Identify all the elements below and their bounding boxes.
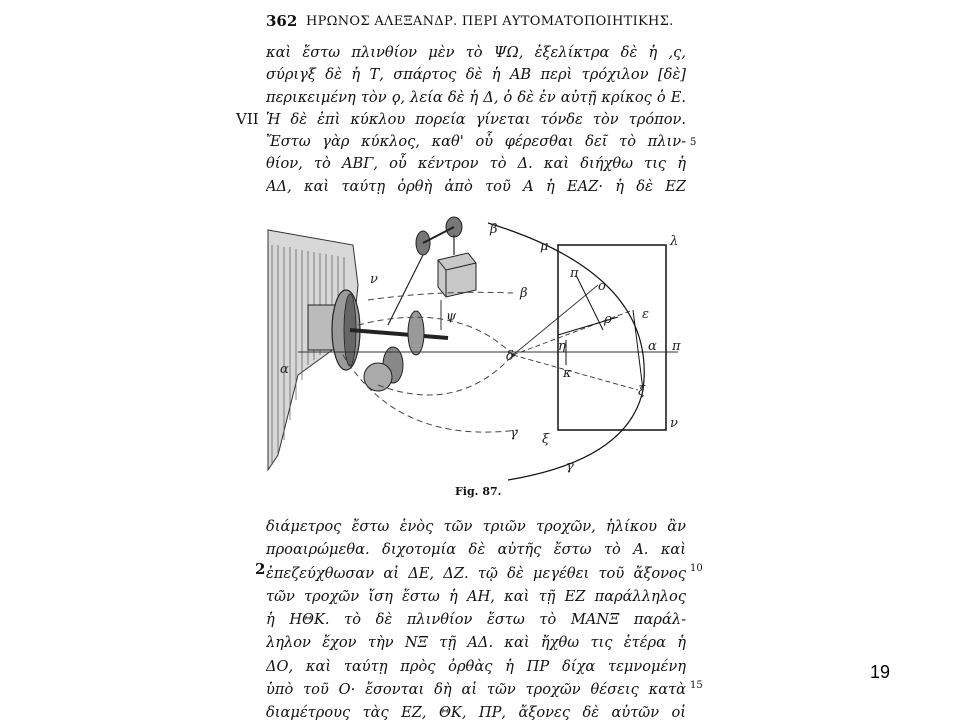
section-marker-2: 2 [255,560,266,578]
label-eta: η [558,339,566,354]
slide-number: 19 [870,662,891,682]
text-line: διαμέτρους τὰς ΕΖ, ΘΚ, ΠΡ, ἄξονες δὲ αὐτῶν οἱ [266,704,686,722]
label-pi-right: π [672,339,681,354]
label-mu: μ [540,239,549,254]
label-pi-top: π [570,266,579,281]
text-block-top [266,42,686,198]
label-lambda: λ [670,234,679,249]
label-psi: ψ [446,309,457,324]
line-number-15: 15 [690,680,703,691]
label-alpha: α [648,339,657,354]
path-arcs [343,292,518,432]
label-gamma-bottom: γ [566,459,574,474]
label-gamma-mid: γ [510,426,518,441]
label-beta-top: β [490,222,498,237]
text-line: ἐπεζεύχθωσαν αἱ ΔΕ, ΔΖ. τῷ δὲ μεγέθει τοῦ ἄξονος [266,564,686,582]
label-xi-small: ξ [638,384,646,399]
figure-caption: Fig. 87. [455,485,502,498]
text-line: Ἡ δὲ ἐπὶ κύκλου πορεία γίνεται τόνδε τὸν τρόπον. [266,110,686,128]
label-xi: ξ [542,432,550,447]
axle [350,330,448,338]
text-line: περικειμένη τὸν ϙ, λεία δὲ ἡ Δ, ὁ δὲ ἐν αὐτῇ κρίκος ὁ Ε. [266,88,686,106]
label-omicron: ο [598,279,606,294]
line-number-5: 5 [690,137,697,148]
page-number: 362 [266,12,298,30]
running-title: ΗΡΩΝΟΣ ΑΛΕΞΑΝΔΡ. ΠΕΡΙ ΑΥΤΟΜΑΤΟΠΟΙΗΤΙΚΗΣ. [306,14,674,29]
label-beta-mid: β [520,286,528,301]
label-alpha-left: α [280,362,289,377]
text-line: τῶν τροχῶν ἴση ἔστω ἡ ΑΗ, καὶ τῇ ΕΖ παράλληλος [266,587,686,605]
section-marker-vii: VII [236,110,259,128]
text-line: προαιρώμεθα. διχοτομία δὲ αὐτῆς ἔστω τὸ Α. καὶ [266,541,686,559]
label-epsilon: ε [642,307,649,322]
text-line: θίον, τὸ ΑΒΓ, οὗ κέντρον τὸ Δ. καὶ διήχθω τις ἡ [266,155,686,173]
text-line: ἡ ΗΘΚ. τὸ δὲ πλινθίον ἔστω τὸ ΜΑΝΞ παράλ- [266,611,686,629]
label-nu-right: ν [670,416,678,431]
text-line: διάμετρος ἔστω ἑνὸς τῶν τριῶν τροχῶν, ἡλίκου ἂν [266,518,686,535]
label-kappa: κ [563,366,572,381]
weight-block [438,253,476,297]
text-line: Ἔστω γὰρ κύκλος, καθ' οὗ φέρεσθαι δεῖ τὸ πλιν- [266,133,686,151]
line-number-10: 10 [690,563,703,574]
label-nu-left: ν [370,272,378,287]
text-line: καὶ ἔστω πλινθίον μὲν τὸ ΨΩ, ἐξελίκτρα δὲ ἡ ,ς, [266,44,686,61]
text-line: σύριγξ δὲ ἡ Τ, σπάρτος δὲ ἡ ΑΒ περὶ τρόχιλον [δὲ] [266,66,686,84]
label-delta: δ [506,349,514,364]
text-line: ΑΔ, καὶ ταύτῃ ὀρθὴ ἀπὸ τοῦ Α ἡ ΕΑΖ· ἡ δὲ ΕΖ [266,177,686,195]
figure-87-diagram [258,215,698,485]
text-line: ΔΟ, καὶ ταύτῃ πρὸς ὀρθὰς ἡ ΠΡ δίχα τεμνομένη [266,657,686,675]
text-line: ληλον ἔχον τὴν ΝΞ τῇ ΑΔ. καὶ ἤχθω τις ἑτέρα ἡ [266,634,686,652]
label-rho: ρ [604,312,612,327]
text-block-bottom [266,515,686,725]
text-line: ὑπὸ τοῦ Ο· ἔσονται δὴ αἱ τῶν τροχῶν θέσεις κατὰ [266,681,686,699]
